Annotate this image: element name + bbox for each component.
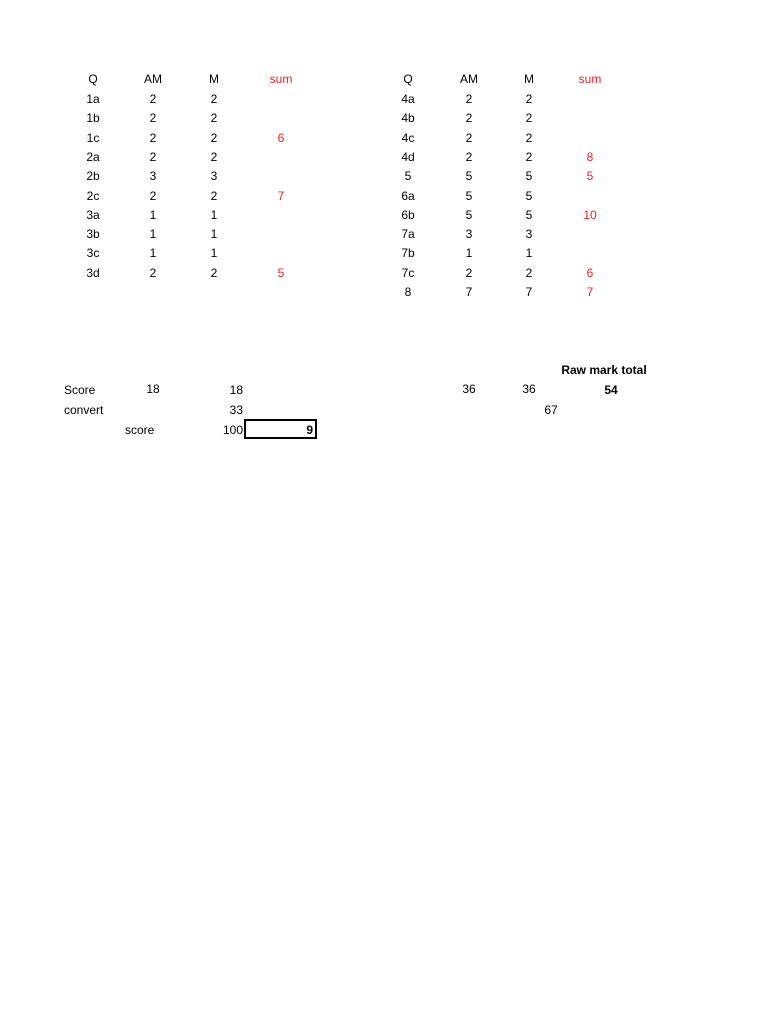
right-table-cell-q: 4a [401, 92, 415, 106]
score-am-left: 18 [146, 382, 160, 396]
right-table-cell-am: 5 [465, 188, 473, 203]
left-table-cell-q: 3d [86, 265, 100, 280]
left-table-cell-am: 3 [149, 169, 157, 184]
left-table-cell-q: 2b [86, 169, 100, 184]
left-table-cell-am: 1 [149, 227, 157, 242]
left-table-cell-sum: 6 [277, 130, 285, 145]
right-table-cell-am: 2 [465, 130, 473, 145]
left-table-cell-m: 2 [210, 149, 218, 164]
left-table-cell-am: 2 [149, 265, 157, 280]
right-table-cell-q: 5 [404, 169, 412, 184]
right-table-cell-m: 2 [525, 149, 533, 164]
raw-mark-total-value: 54 [604, 383, 618, 397]
right-table-cell-m: 5 [525, 188, 533, 203]
left-table-header-m: M [209, 72, 219, 86]
right-table-cell-am: 3 [465, 227, 473, 242]
right-table-cell-sum: 10 [583, 207, 597, 222]
left-table-cell-am: 1 [149, 246, 157, 261]
right-table-cell-am: 5 [465, 207, 473, 222]
left-table-cell-q: 3a [86, 207, 100, 222]
final-score-cell[interactable] [244, 419, 317, 439]
left-table-cell-m: 2 [210, 92, 218, 106]
right-table-cell-m: 2 [525, 130, 533, 145]
right-table-cell-am: 2 [465, 265, 473, 280]
left-table-cell-am: 2 [149, 149, 157, 164]
left-table-cell-q: 2c [86, 188, 100, 203]
right-table-cell-m: 5 [525, 207, 533, 222]
right-table-cell-q: 7b [401, 246, 415, 261]
right-table-cell-m: 2 [525, 111, 533, 126]
right-table-cell-m: 5 [525, 169, 533, 184]
right-table-cell-q: 6a [401, 188, 415, 203]
convert-left: 33 [229, 403, 243, 417]
left-table-cell-am: 2 [149, 188, 157, 203]
left-table-cell-q: 1c [86, 130, 100, 145]
convert-right: 67 [544, 403, 558, 417]
left-table-cell-m: 2 [210, 130, 218, 145]
right-table-cell-am: 2 [465, 149, 473, 164]
right-table-cell-sum: 8 [586, 149, 594, 164]
right-table-cell-am: 1 [465, 246, 473, 261]
left-table-cell-q: 3b [86, 227, 100, 242]
right-table-header-sum: sum [578, 72, 602, 86]
right-table-cell-m: 2 [525, 265, 533, 280]
left-table-cell-am: 2 [149, 111, 157, 126]
right-table-cell-q: 4b [401, 111, 415, 126]
score-m-right: 36 [522, 382, 536, 396]
right-table-cell-q: 7c [401, 265, 415, 280]
left-table-header-q: Q [88, 72, 98, 86]
left-table-cell-m: 2 [210, 188, 218, 203]
score-m-left: 18 [229, 383, 243, 397]
right-table-cell-m: 7 [525, 285, 533, 299]
right-table-cell-q: 7a [401, 227, 415, 242]
right-table-cell-sum: 5 [586, 169, 594, 184]
right-table-cell-q: 4d [401, 149, 415, 164]
right-table-cell-q: 4c [401, 130, 415, 145]
right-table-cell-am: 5 [465, 169, 473, 184]
convert-label: convert [64, 403, 104, 417]
left-table-cell-m: 3 [210, 169, 218, 184]
left-table-header-sum: sum [269, 72, 293, 86]
score-total-value: 100 [222, 423, 243, 437]
right-table-cell-q: 8 [404, 285, 412, 299]
right-table-cell-q: 6b [401, 207, 415, 222]
left-table-cell-m: 1 [210, 246, 218, 261]
right-table-header-q: Q [403, 72, 413, 86]
right-table-cell-am: 7 [465, 285, 473, 299]
final-score-value: 9 [306, 423, 313, 437]
right-table-cell-am: 2 [465, 111, 473, 126]
left-table-cell-am: 2 [149, 92, 157, 106]
right-table-cell-sum: 6 [586, 265, 594, 280]
score-am-right: 36 [462, 382, 476, 396]
raw-mark-total-label: Raw mark total [561, 363, 647, 377]
right-table-cell-sum: 7 [586, 285, 594, 299]
right-table-cell-m: 1 [525, 246, 533, 261]
left-table-cell-m: 2 [210, 111, 218, 126]
score-row-label: score [125, 423, 155, 437]
right-table-cell-m: 3 [525, 227, 533, 242]
right-table-cell-am: 2 [465, 92, 473, 106]
left-table-cell-q: 1a [86, 92, 100, 106]
left-table-cell-m: 2 [210, 265, 218, 280]
left-table-header-am: AM [144, 72, 162, 86]
left-table-cell-q: 2a [86, 149, 100, 164]
right-table-header-am: AM [460, 72, 478, 86]
left-table-cell-q: 3c [86, 246, 100, 261]
right-table-cell-m: 2 [525, 92, 533, 106]
left-table-cell-m: 1 [210, 227, 218, 242]
score-label: Score [64, 383, 96, 397]
left-table-cell-am: 2 [149, 130, 157, 145]
left-table-cell-q: 1b [86, 111, 100, 126]
left-table-cell-sum: 5 [277, 265, 285, 280]
left-table-cell-am: 1 [149, 207, 157, 222]
right-table-header-m: M [524, 72, 534, 86]
left-table-cell-m: 1 [210, 207, 218, 222]
left-table-cell-sum: 7 [277, 188, 285, 203]
